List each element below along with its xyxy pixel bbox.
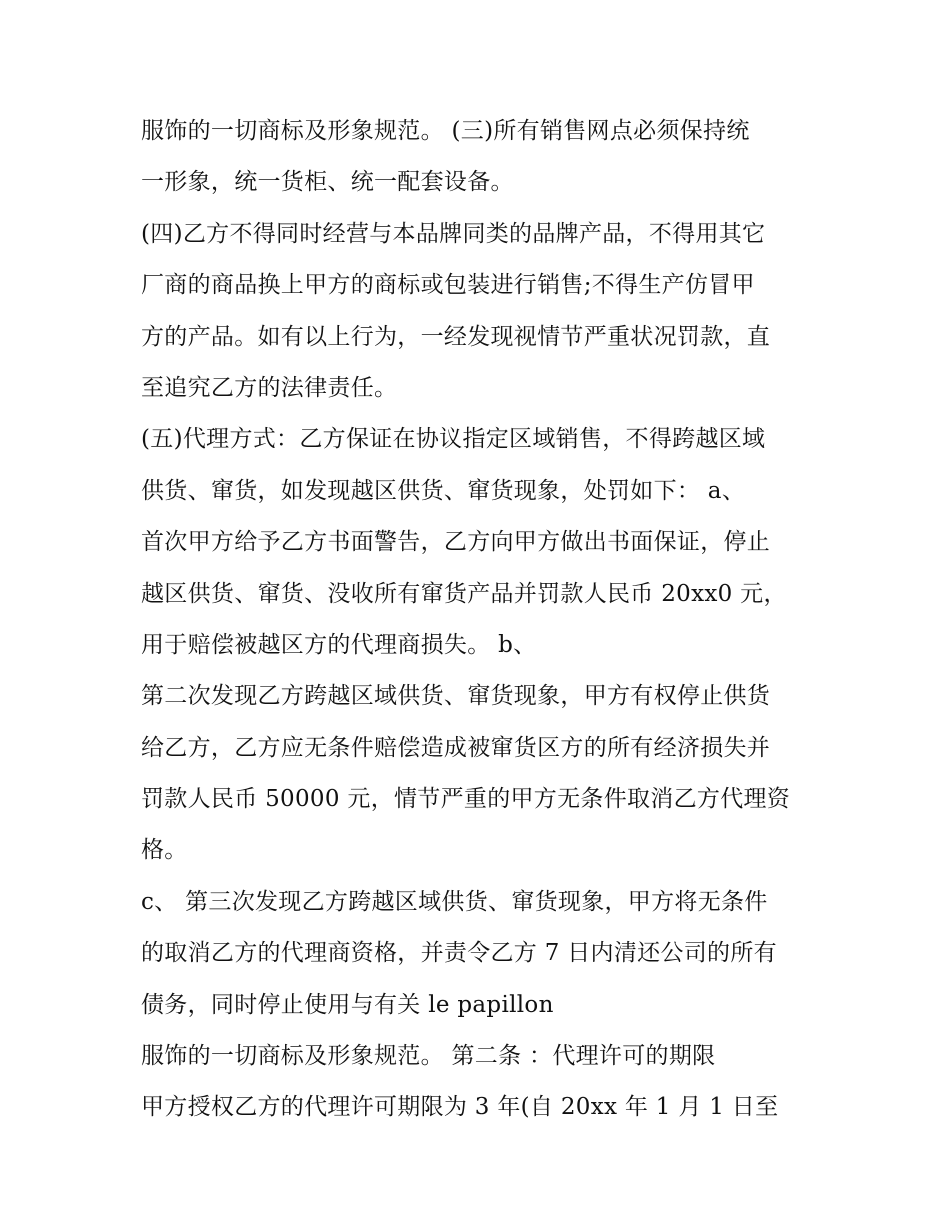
- text-line: 债务，同时停止使用与有关 le papillon: [141, 991, 554, 1018]
- text-line: (五)代理方式：乙方保证在协议指定区域销售，不得跨越区域: [141, 426, 766, 453]
- text-line: 服饰的一切商标及形象规范。 (三)所有销售网点必须保持统: [141, 118, 750, 144]
- text-line: 供货、窜货，如发现越区供货、窜货现象，处罚如下： a、: [141, 477, 746, 504]
- text-line: 方的产品。如有以上行为，一经发现视情节严重状况罚款，直: [141, 323, 771, 350]
- text-line: 至追究乙方的法律责任。: [141, 374, 398, 401]
- text-line: 首次甲方给予乙方书面警告，乙方向甲方做出书面保证，停止: [141, 529, 771, 556]
- document-body: [141, 106, 831, 1134]
- text-line: 给乙方，乙方应无条件赔偿造成被窜货区方的所有经济损失并: [141, 734, 771, 761]
- text-line: 的取消乙方的代理商资格，并责令乙方 7 日内清还公司的所有: [141, 940, 777, 967]
- text-line: 用于赔偿被越区方的代理商损失。 b、: [141, 631, 537, 658]
- text-line: 第二次发现乙方跨越区域供货、窜货现象，甲方有权停止供货: [141, 683, 771, 710]
- text-line: 一形象，统一货柜、统一配套设备。: [141, 169, 514, 196]
- text-line: 厂商的商品换上甲方的商标或包装进行销售;不得生产仿冒甲: [141, 272, 755, 299]
- text-line: 罚款人民币 50000 元，情节严重的甲方无条件取消乙方代理资: [141, 786, 791, 813]
- text-line: 越区供货、窜货、没收所有窜货产品并罚款人民币 20xx0 元，: [141, 580, 787, 607]
- text-line: (四)乙方不得同时经营与本品牌同类的品牌产品，不得用其它: [141, 220, 766, 247]
- text-line: 服饰的一切商标及形象规范。 第二条 ：代理许可的期限: [141, 1043, 716, 1070]
- text-line: 格。: [141, 837, 188, 864]
- text-line: 甲方授权乙方的代理许可期限为 3 年(自 20xx 年 1 月 1 日至: [141, 1094, 779, 1121]
- text-line: c、 第三次发现乙方跨越区域供货、窜货现象，甲方将无条件: [141, 888, 768, 915]
